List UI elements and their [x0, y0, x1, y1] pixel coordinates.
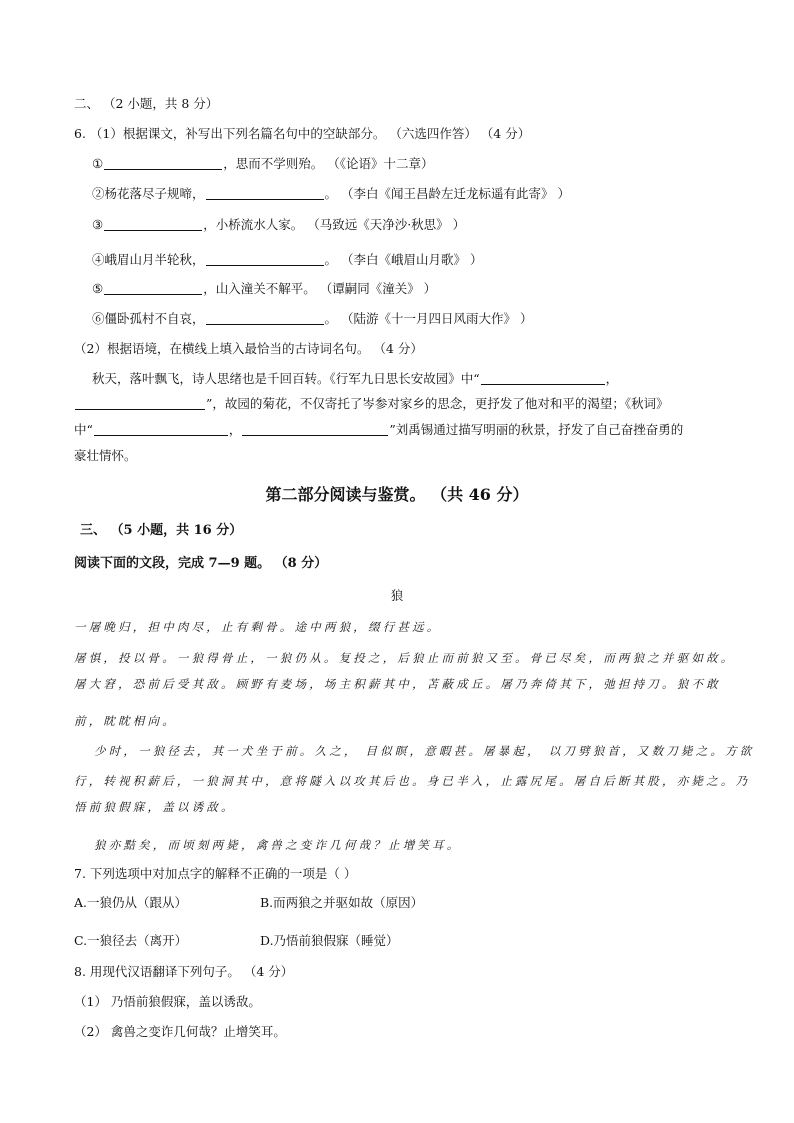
- reading-intro: 阅读下面的文段，完成 7—9 题。 （8 分）: [74, 556, 328, 571]
- question-6-1-stem: 6. （1）根据课文，补写出下列名篇名句中的空缺部分。 （六选四作答） （4 分）: [74, 126, 531, 141]
- fill-item-6: [92, 311, 532, 327]
- context-text: ”，故园的菊花，不仅寄托了岑参对家乡的思念，更抒发了他对和平的渴望；《秋词》: [206, 396, 669, 411]
- context-line-1: [92, 371, 618, 387]
- part-2-title: 第二部分阅读与鉴赏。 （共 46 分）: [265, 485, 529, 504]
- answer-blank[interactable]: [242, 423, 388, 436]
- passage-line-2: 屠惧，投以骨。一狼得骨止，一狼仍从。复投之，后狼止而前狼又至。骨已尽矣，而两狼之并驱如故。: [74, 651, 736, 665]
- option-a[interactable]: A.一狼仍从（跟从）: [74, 895, 188, 910]
- context-line-4: 豪壮情怀。: [74, 448, 137, 463]
- answer-blank[interactable]: [206, 187, 324, 200]
- fill-item-pre: ④峨眉山月半轮秋，: [92, 252, 205, 267]
- option-b[interactable]: B.而两狼之并驱如故（原因）: [260, 895, 424, 910]
- context-line-2: [74, 396, 669, 412]
- passage-title: 狼: [390, 588, 404, 603]
- option-d[interactable]: D.乃悟前狼假寐（睡觉）: [260, 933, 399, 948]
- section-2-heading: 二、 （2 小题，共 8 分）: [74, 96, 219, 111]
- passage-line-5: 少时，一狼径去，其一犬坐于前。久之， 目似瞑，意暇甚。屠暴起， 以刀劈狼首，又数刀毙之。方欲: [94, 744, 755, 758]
- fill-item-pre: ⑤: [92, 281, 104, 296]
- passage-line-8: 狼亦黠矣，而顷刻两毙，禽兽之变诈几何哉？止增笑耳。: [94, 838, 462, 852]
- answer-blank[interactable]: [104, 218, 202, 231]
- fill-item-pre: ③: [92, 217, 104, 232]
- passage-line-4: 前，眈眈相向。: [74, 714, 177, 728]
- fill-item-post: ，山入潼关不解平。 （谭嗣同《潼关》 ）: [203, 281, 437, 296]
- context-text: ”刘禹锡通过描写明丽的秋景，抒发了自己奋挫奋勇的: [389, 422, 684, 437]
- fill-item-pre: ②杨花落尽子规啼，: [92, 186, 205, 201]
- translate-sentence-1: （1） 乃悟前狼假寐，盖以诱敌。: [74, 994, 261, 1009]
- answer-blank[interactable]: [104, 157, 222, 170]
- answer-blank[interactable]: [481, 372, 605, 385]
- context-line-3: [74, 422, 683, 438]
- fill-item-5: [92, 281, 436, 297]
- answer-blank[interactable]: [94, 423, 228, 436]
- fill-item-pre: ⑥僵卧孤村不自哀，: [92, 311, 205, 326]
- passage-line-7: 悟前狼假寐，盖以诱敌。: [74, 800, 236, 814]
- answer-blank[interactable]: [206, 253, 324, 266]
- fill-item-post: 。 （李白《峨眉山月歌》 ）: [324, 252, 483, 267]
- passage-line-6: 行，转视积薪后，一狼洞其中，意将隧入以攻其后也。身已半入，止露尻尾。屠自后断其股，亦毙之。乃: [74, 774, 751, 788]
- answer-blank[interactable]: [75, 397, 205, 410]
- question-8-stem: 8. 用现代汉语翻译下列句子。 （4 分）: [74, 964, 294, 979]
- fill-item-post: ，思而不学则殆。 （《论语》十二章）: [223, 156, 434, 171]
- context-text: ，: [228, 422, 242, 437]
- section-3-heading: 三、 （5 小题，共 16 分）: [80, 523, 243, 538]
- fill-item-3: [92, 217, 465, 233]
- context-text: ，: [605, 371, 619, 386]
- answer-blank[interactable]: [206, 312, 324, 325]
- fill-item-4: [92, 252, 482, 268]
- passage-line-1: 一屠晚归，担中肉尽，止有剩骨。途中两狼，缀行甚远。: [74, 620, 442, 634]
- fill-item-post: 。 （李白《闻王昌龄左迁龙标遥有此寄》 ）: [324, 186, 570, 201]
- fill-item-2: [92, 186, 570, 202]
- context-text: 秋天，落叶飘飞，诗人思绪也是千回百转。《行军九日思长安故园》中“: [92, 371, 480, 386]
- fill-item-post: ，小桥流水人家。 （马致远《天净沙·秋思》 ）: [203, 217, 466, 232]
- fill-item-post: 。 （陆游《十一月四日风雨大作》 ）: [324, 311, 533, 326]
- fill-item-1: [92, 156, 433, 172]
- translate-sentence-2: （2） 禽兽之变诈几何哉？止增笑耳。: [74, 1024, 286, 1039]
- context-text: 中“: [74, 422, 93, 437]
- fill-item-pre: ①: [92, 156, 104, 171]
- answer-blank[interactable]: [104, 282, 202, 295]
- passage-line-3: 屠大窘，恐前后受其敌。顾野有麦场，场主积薪其中，苫蔽成丘。屠乃奔倚其下，弛担持刀。狼不敢: [74, 677, 721, 691]
- question-7-stem: 7. 下列选项中对加点字的解释不正确的一项是（ ）: [74, 866, 357, 881]
- question-6-2-stem: （2）根据语境，在横线上填入最恰当的古诗词名句。 （4 分）: [74, 341, 423, 356]
- option-c[interactable]: C.一狼径去（离开）: [74, 933, 188, 948]
